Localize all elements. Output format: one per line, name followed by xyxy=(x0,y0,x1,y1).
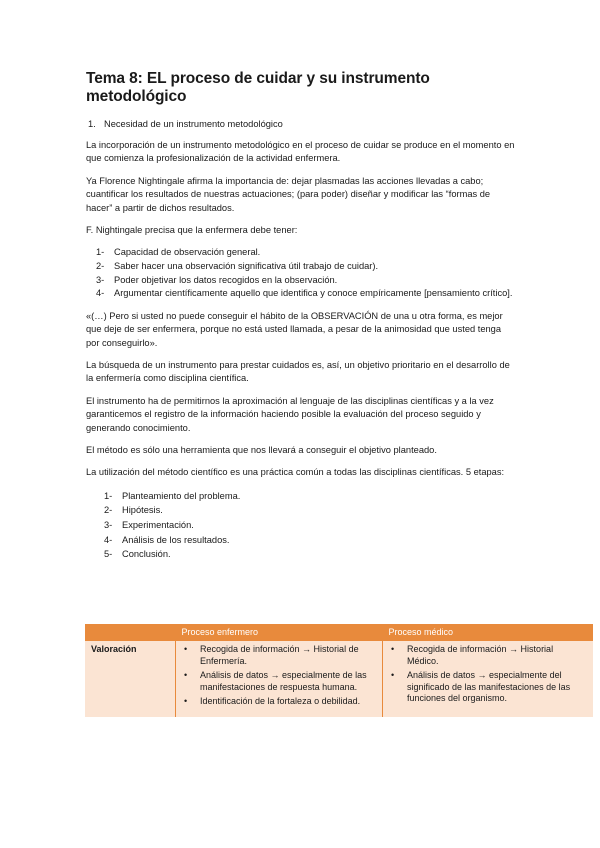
paragraph-instrument: El instrumento ha de permitirnos la aproximación al lenguaje de las disciplinas científicas y a la vez garanticemos el registro de la información haciendo posible la evaluación del proceso seguido y generando conocimiento. xyxy=(86,395,494,433)
list-item xyxy=(96,274,516,288)
paragraph-scientific-method: La utilización del método científico es una práctica común a todas las disciplinas científicas. 5 etapas: xyxy=(86,467,505,478)
table-header-medical: Proceso médico xyxy=(383,624,594,641)
bullet: • xyxy=(184,696,188,707)
list-item xyxy=(104,518,516,533)
list-item xyxy=(389,644,587,667)
bullet: • xyxy=(391,644,395,654)
list-text: Saber hacer una observación significativa útil trabajo de cuidar). xyxy=(114,261,379,272)
medical-process-cell xyxy=(383,641,594,717)
document-page xyxy=(86,70,516,571)
stages-list xyxy=(104,489,516,562)
nurse-process-list xyxy=(182,644,376,708)
list-text: Argumentar científicamente aquello que identifica y conoce empíricamente [pensamiento crítico]. xyxy=(114,288,513,299)
table-row-label: Valoración xyxy=(85,641,176,717)
list-text: Capacidad de observación general. xyxy=(114,247,261,258)
bullet: • xyxy=(184,644,188,654)
list-marker: 4- xyxy=(104,534,113,545)
list-marker: 1- xyxy=(104,490,113,501)
list-item xyxy=(96,260,516,274)
list-item xyxy=(182,644,376,667)
list-marker: 3- xyxy=(104,520,113,531)
bullet: • xyxy=(391,670,395,681)
paragraph-nightingale: Ya Florence Nightingale afirma la importancia de: dejar plasmadas las acciones llevadas a cabo; cuantificar los resultados de nuestras actuaciones; (para poder) diseñar y modificar las “formas de hacer” a partir de dichos resultados. xyxy=(86,175,491,213)
paragraph-incorporation: La incorporación de un instrumento metodológico en el proceso de cuidar se produce en el momento en que comienza la profesionalización de la actividad enfermera. xyxy=(86,140,515,164)
list-item xyxy=(182,670,376,693)
list-text: Análisis de datos → especialmente de las manifestaciones de respuesta humana. xyxy=(200,670,367,692)
list-text: Planteamiento del problema. xyxy=(122,490,241,501)
table-header-row xyxy=(85,624,593,641)
list-marker: 4- xyxy=(96,288,105,299)
section-label: Necesidad de un instrumento metodológico xyxy=(104,119,283,129)
paragraph-search: La búsqueda de un instrumento para prestar cuidados es, así, un objetivo prioritario en el desarrollo de la enfermería como disciplina científica. xyxy=(86,360,510,384)
table-header-empty xyxy=(85,624,176,641)
list-item xyxy=(182,696,376,708)
comparison-table xyxy=(85,624,593,717)
section-heading xyxy=(88,119,516,129)
list-marker: 2- xyxy=(104,505,113,516)
list-text: Recogida de información → Historial Médico. xyxy=(407,644,554,666)
list-marker: 5- xyxy=(104,549,113,560)
list-text: Análisis de los resultados. xyxy=(122,534,230,545)
list-text: Experimentación. xyxy=(122,520,194,531)
list-item xyxy=(104,547,516,562)
table-row xyxy=(85,641,593,717)
list-item xyxy=(389,670,587,705)
nurse-requirements-list xyxy=(96,246,516,300)
list-text: Poder objetivar los datos recogidos en la observación. xyxy=(114,274,338,285)
page-title: Tema 8: EL proceso de cuidar y su instrumento metodológico xyxy=(86,70,430,105)
list-item xyxy=(104,533,516,548)
section-number: 1. xyxy=(88,119,96,129)
list-text: Análisis de datos → especialmente del significado de las manifestaciones de las funciones del organismo. xyxy=(407,670,571,704)
list-item xyxy=(96,246,516,260)
paragraph-nurse-must-have: F. Nightingale precisa que la enfermera debe tener: xyxy=(86,225,298,236)
list-text: Hipótesis. xyxy=(122,505,163,516)
list-text: Recogida de información → Historial de Enfermería. xyxy=(200,644,359,666)
list-marker: 1- xyxy=(96,247,105,258)
list-marker: 2- xyxy=(96,261,105,272)
list-text: Conclusión. xyxy=(122,549,171,560)
list-item xyxy=(104,489,516,504)
medical-process-list xyxy=(389,644,587,705)
list-marker: 3- xyxy=(96,274,105,285)
nurse-process-cell xyxy=(176,641,383,717)
paragraph-method: El método es sólo una herramienta que nos llevará a conseguir el objetivo planteado. xyxy=(86,445,437,456)
paragraph-quote: «(…) Pero si usted no puede conseguir el hábito de la OBSERVACIÓN de una u otra forma, es mejor que deje de ser enfermera, porque no está usted llamada, a pesar de la animosidad que usted tenga por conseguirlo». xyxy=(86,310,503,348)
list-item xyxy=(96,287,516,301)
table-header-nurse: Proceso enfermero xyxy=(176,624,383,641)
bullet: • xyxy=(184,670,188,681)
list-text: Identificación de la fortaleza o debilidad. xyxy=(200,696,361,707)
list-item xyxy=(104,503,516,518)
